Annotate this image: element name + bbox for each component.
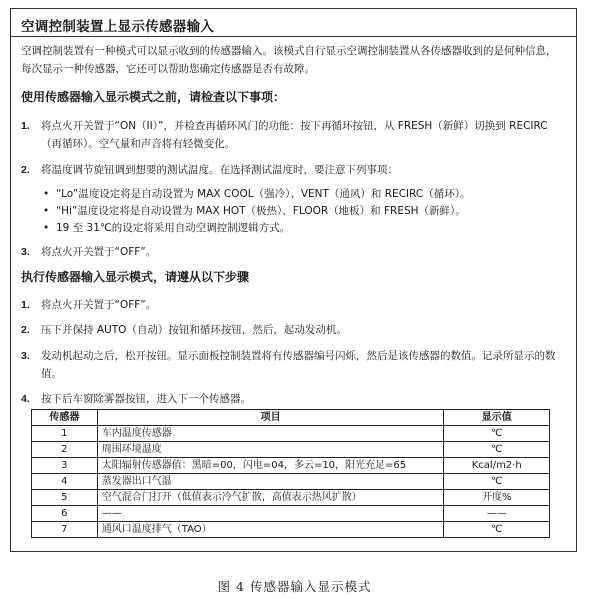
section2-step-3: [21, 347, 564, 383]
section1-bullet-2: [43, 202, 564, 220]
header-display-value: 显示值: [444, 410, 550, 426]
step-text: 按下后车窗除雾器按钮，进入下一个传感器。: [41, 393, 251, 405]
section1-bullet-1: [43, 185, 564, 203]
sensor-id: 1: [32, 426, 98, 442]
step-number: 1.: [21, 299, 30, 311]
sensor-table: [31, 409, 550, 538]
bullet-dot: •: [43, 222, 50, 234]
section1-bullet-3: [43, 219, 564, 237]
section1-step-2: [21, 161, 564, 179]
step-number: 3.: [21, 350, 30, 362]
sensor-id: 7: [32, 522, 98, 538]
table-row: [32, 442, 550, 458]
section2-heading: 执行传感器输入显示模式，请遵从以下步骤: [21, 270, 250, 284]
step-text: 将点火开关置于“ON（II）”，并检查再循环风门的功能：按下再循环按钮，从 FRESH（新鲜）切换到 RECIRC（再循环）。空气量和声音将有轻微变化。: [41, 120, 548, 150]
sensor-id: 2: [32, 442, 98, 458]
bullet-text: 19 至 31℃的设定将采用自动空调控制逻辑方式。: [56, 222, 291, 234]
sensor-id: 6: [32, 506, 98, 522]
table-row: [32, 426, 550, 442]
bullet-text: “Lo”温度设定将是自动设置为 MAX COOL（强冷）、VENT（通风）和 RECIRC（循环）。: [56, 188, 471, 200]
sensor-item: 周围环境温度: [97, 442, 444, 458]
section2-step-2: [21, 321, 564, 339]
section2-step-4: [21, 390, 564, 408]
section1-step-3: [21, 243, 564, 261]
header-sensor: 传感器: [32, 410, 98, 426]
step-number: 1.: [21, 120, 30, 132]
step-number: 2.: [21, 324, 30, 336]
sensor-value: ℃: [444, 474, 550, 490]
document-title: 空调控制装置上显示传感器输入: [21, 19, 215, 35]
step-number: 2.: [21, 164, 30, 176]
table-row: [32, 458, 550, 474]
sensor-item: 空气混合门打开（低值表示冷气扩散，高值表示热风扩散）: [97, 490, 444, 506]
step-text: 将点火开关置于“OFF”。: [41, 246, 157, 258]
sensor-value: Kcal/m2·h: [444, 458, 550, 474]
sensor-item: 太阳辐射传感器值：黑暗=00，闪电=04，多云=10，阳光充足=65: [97, 458, 444, 474]
sensor-value: ℃: [444, 522, 550, 538]
section1-step-1: [21, 117, 564, 153]
intro-paragraph: 空调控制装置有一种模式可以显示收到的传感器输入。该模式自行显示空调控制装置从各传感器收到的是何种信息，每次显示一种传感器，它还可以帮助您确定传感器是否有故障。: [21, 45, 557, 75]
sensor-item: ——: [97, 506, 444, 522]
bullet-dot: •: [43, 188, 50, 200]
bullet-dot: •: [43, 205, 50, 217]
title-divider: [11, 36, 576, 37]
table-row: [32, 474, 550, 490]
figure-caption: 图 4 传感器输入显示模式: [217, 579, 372, 594]
table-header-row: [32, 410, 550, 426]
step-number: 4.: [21, 393, 30, 405]
section2-step-1: [21, 296, 564, 314]
table-row: [32, 506, 550, 522]
sensor-value: ——: [444, 506, 550, 522]
step-text: 发动机起动之后，松开按钮。显示面板控制装置将有传感器编号闪烁，然后是该传感器的数值。记录所显示的数值。: [41, 350, 556, 380]
sensor-id: 5: [32, 490, 98, 506]
sensor-id: 4: [32, 474, 98, 490]
section1-heading: 使用传感器输入显示模式之前，请检查以下事项：: [21, 90, 286, 104]
sensor-item: 车内温度传感器: [97, 426, 444, 442]
sensor-id: 3: [32, 458, 98, 474]
step-text: 将温度调节旋钮调到想要的测试温度。在选择测试温度时，要注意下列事项：: [41, 164, 398, 176]
bullet-text: “Hi”温度设定将是自动设置为 MAX HOT（极热）、FLOOR（地板）和 FRESH（新鲜）。: [56, 205, 466, 217]
sensor-value: 开度%: [444, 490, 550, 506]
sensor-item: 通风口温度排气（TAO）: [97, 522, 444, 538]
step-text: 压下并保持 AUTO（自动）按钮和循环按钮，然后，起动发动机。: [41, 324, 347, 336]
table-row: [32, 522, 550, 538]
step-text: 将点火开关置于“OFF”。: [41, 299, 157, 311]
table-row: [32, 490, 550, 506]
sensor-value: ℃: [444, 426, 550, 442]
step-number: 3.: [21, 246, 30, 258]
header-item: 项目: [97, 410, 444, 426]
sensor-value: ℃: [444, 442, 550, 458]
sensor-item: 蒸发器出口气温: [97, 474, 444, 490]
